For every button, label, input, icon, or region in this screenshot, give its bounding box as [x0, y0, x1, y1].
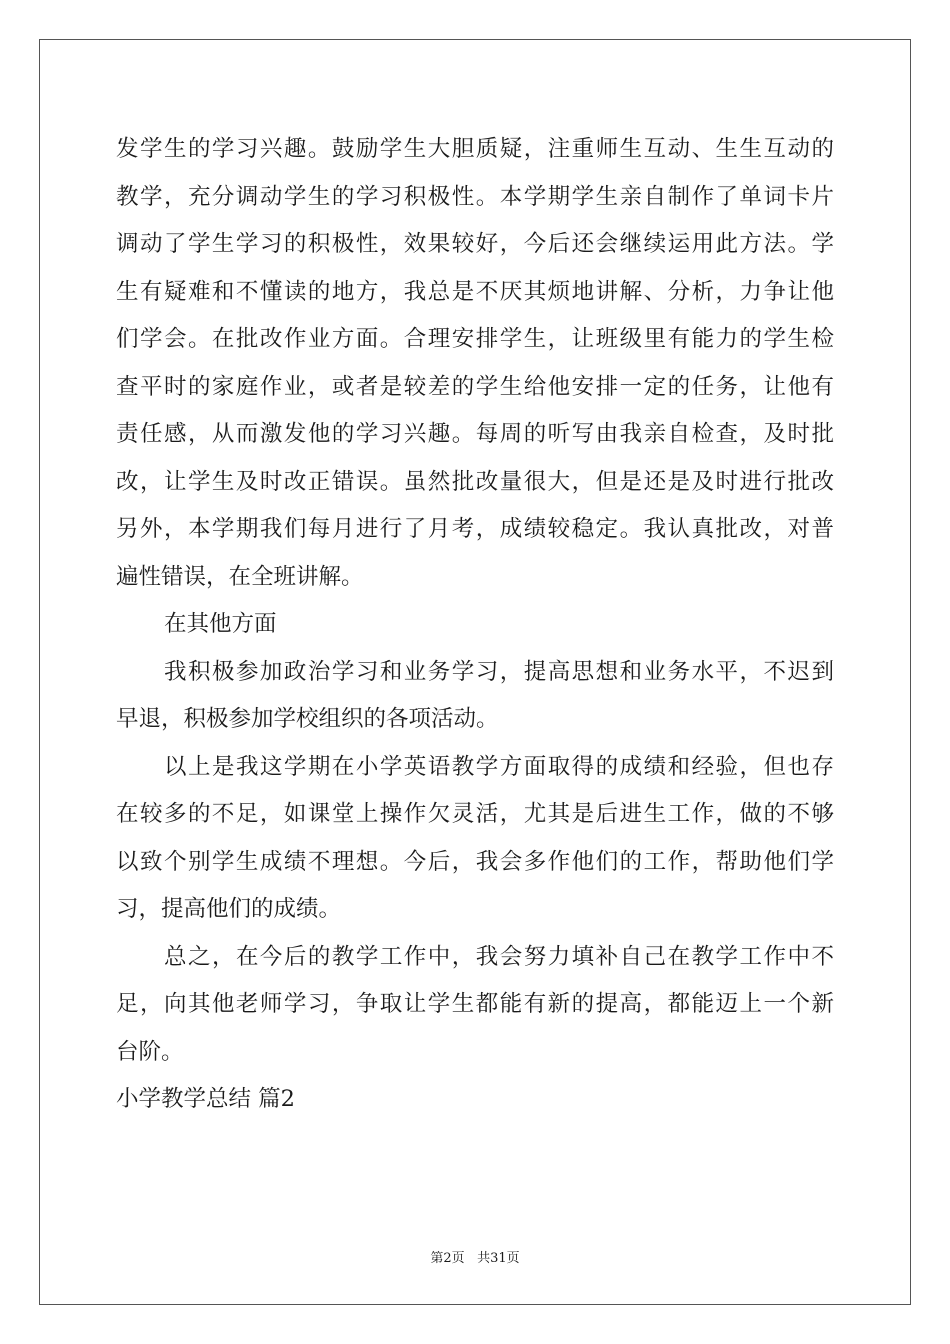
- article-title: 小学教学总结 篇2: [116, 1086, 295, 1112]
- page-total: 共31页: [477, 1251, 520, 1266]
- paragraph-first-line: 我积极参加政治学习和业务学习，提高思想和业务水平，不迟到: [164, 658, 834, 685]
- page-footer: [0, 1247, 950, 1266]
- text-line: 台阶。: [116, 1038, 184, 1065]
- text-line: 以致个别学生成绩不理想。今后，我会多作他们的工作，帮助他们学: [116, 848, 834, 875]
- text-line: 们学会。在批改作业方面。合理安排学生，让班级里有能力的学生检: [116, 326, 834, 352]
- text-line: 改，让学生及时改正错误。虽然批改量很大，但是还是及时进行批改: [116, 468, 834, 495]
- text-line: 责任感，从而激发他的学习兴趣。每周的听写由我亲自检查，及时批: [116, 421, 834, 447]
- text-line: 在较多的不足，如课堂上操作欠灵活，尤其是后进生工作，做的不够: [116, 801, 834, 827]
- text-line: 另外，本学期我们每月进行了月考，成绩较稳定。我认真批改，对普: [116, 516, 834, 542]
- text-line: 发学生的学习兴趣。鼓励学生大胆质疑，注重师生互动、生生互动的: [116, 136, 834, 162]
- text-line: 习，提高他们的成绩。: [116, 896, 342, 922]
- section-heading: 在其他方面: [164, 611, 277, 637]
- text-line: 遍性错误，在全班讲解。: [116, 563, 364, 590]
- text-line: 查平时的家庭作业，或者是较差的学生给他安排一定的任务，让他有: [116, 373, 834, 400]
- text-line: 调动了学生学习的积极性，效果较好，今后还会继续运用此方法。学: [116, 231, 834, 257]
- text-line: 生有疑难和不懂读的地方，我总是不厌其烦地讲解、分析，力争让他: [116, 278, 834, 305]
- document-body: [116, 126, 834, 1124]
- page-number: 第2页: [430, 1251, 465, 1266]
- text-line: 早退，积极参加学校组织的各项活动。: [116, 706, 499, 732]
- text-line: 足，向其他老师学习，争取让学生都能有新的提高，都能迈上一个新: [116, 991, 834, 1017]
- paragraph-first-line: 总之，在今后的教学工作中，我会努力填补自己在教学工作中不: [164, 943, 834, 970]
- text-line: 教学，充分调动学生的学习积极性。本学期学生亲自制作了单词卡片: [116, 183, 834, 210]
- paragraph-first-line: 以上是我这学期在小学英语教学方面取得的成绩和经验，但也存: [164, 753, 834, 780]
